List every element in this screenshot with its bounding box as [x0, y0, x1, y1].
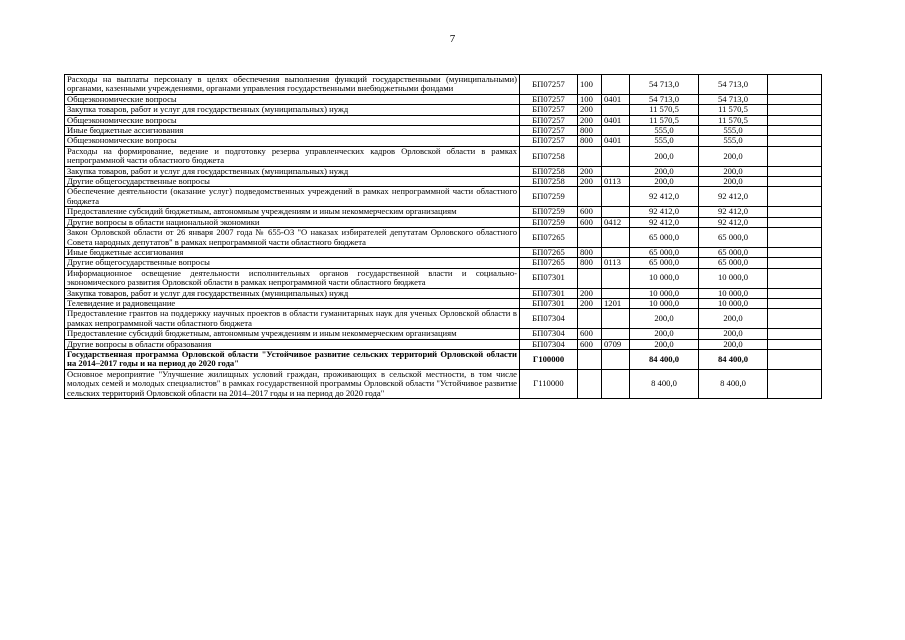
table-row — [65, 166, 822, 176]
row-description: Расходы на выплаты персоналу в целях обеспечения выполнения функций государственными (муниципальными) органами, казенными учреждениями, органами управления государственными внебюджетными фондами — [65, 75, 520, 95]
row-description: Предоставление грантов на поддержку научных проектов в области гуманитарных наук для ученых Орловской области в рамках непрограммной части областного бюджета — [65, 309, 520, 329]
row-section-code: 0113 — [602, 177, 630, 187]
row-description: Другие общегосударственные вопросы — [65, 177, 520, 187]
row-amount-first: 54 713,0 — [630, 75, 699, 95]
row-section-code — [602, 288, 630, 298]
row-amount-first: 8 400,0 — [630, 369, 699, 398]
row-empty-cell — [768, 187, 822, 207]
row-empty-cell — [768, 166, 822, 176]
row-section-code — [602, 126, 630, 136]
row-amount-second: 10 000,0 — [699, 288, 768, 298]
row-amount-first: 10 000,0 — [630, 268, 699, 288]
row-empty-cell — [768, 217, 822, 227]
row-amount-second: 8 400,0 — [699, 369, 768, 398]
row-section-code — [602, 187, 630, 207]
row-expense-type: 800 — [578, 247, 602, 257]
row-description: Другие вопросы в области национальной экономики — [65, 217, 520, 227]
row-expense-type: 200 — [578, 298, 602, 308]
row-empty-cell — [768, 75, 822, 95]
row-amount-first: 10 000,0 — [630, 288, 699, 298]
row-amount-first: 92 412,0 — [630, 187, 699, 207]
table-row — [65, 187, 822, 207]
table-row — [65, 288, 822, 298]
row-expense-type: 800 — [578, 136, 602, 146]
row-amount-first: 200,0 — [630, 309, 699, 329]
row-section-code — [602, 105, 630, 115]
row-amount-second: 10 000,0 — [699, 298, 768, 308]
row-section-code — [602, 228, 630, 248]
row-section-code: 0113 — [602, 258, 630, 268]
row-description: Другие вопросы в области образования — [65, 339, 520, 349]
row-expense-type: 200 — [578, 115, 602, 125]
row-section-code: 0401 — [602, 94, 630, 104]
row-description: Иные бюджетные ассигнования — [65, 126, 520, 136]
row-description: Закупка товаров, работ и услуг для государственных (муниципальных) нужд — [65, 105, 520, 115]
row-description: Телевидение и радиовещание — [65, 298, 520, 308]
row-description: Общеэкономические вопросы — [65, 94, 520, 104]
row-section-code: 0412 — [602, 217, 630, 227]
row-section-code — [602, 329, 630, 339]
row-amount-second: 84 400,0 — [699, 349, 768, 369]
row-amount-first: 10 000,0 — [630, 298, 699, 308]
budget-table-body — [65, 75, 822, 399]
row-target-code: БП07258 — [520, 146, 578, 166]
row-description: Другие общегосударственные вопросы — [65, 258, 520, 268]
row-target-code: БП07265 — [520, 228, 578, 248]
row-amount-first: 65 000,0 — [630, 228, 699, 248]
table-row — [65, 349, 822, 369]
row-expense-type — [578, 309, 602, 329]
row-section-code: 0401 — [602, 115, 630, 125]
table-row — [65, 177, 822, 187]
row-description: Иные бюджетные ассигнования — [65, 247, 520, 257]
row-amount-second: 200,0 — [699, 329, 768, 339]
row-amount-first: 65 000,0 — [630, 247, 699, 257]
row-target-code: БП07259 — [520, 207, 578, 217]
row-target-code: БП07259 — [520, 217, 578, 227]
table-row — [65, 115, 822, 125]
row-description: Основное мероприятие "Улучшение жилищных условий граждан, проживающих в сельской местности, в том числе молодых семей и молодых специалистов" в рамках государственной программы Орловской области "Устойчивое развитие сельских территорий Орловской области на 2014–2017 годы и на период до 2020 года" — [65, 369, 520, 398]
row-amount-first: 200,0 — [630, 329, 699, 339]
budget-table — [64, 74, 822, 399]
row-target-code: БП07257 — [520, 105, 578, 115]
table-row — [65, 146, 822, 166]
row-amount-second: 65 000,0 — [699, 247, 768, 257]
row-section-code: 1201 — [602, 298, 630, 308]
table-row — [65, 309, 822, 329]
row-empty-cell — [768, 146, 822, 166]
row-amount-second: 92 412,0 — [699, 187, 768, 207]
row-description: Общеэкономические вопросы — [65, 136, 520, 146]
row-description: Закон Орловской области от 26 января 2007 года № 655-ОЗ "О наказах избирателей депутатам Орловского областного Совета народных депутатов" в рамках непрограммной части областного бюджета — [65, 228, 520, 248]
row-target-code: БП07301 — [520, 288, 578, 298]
row-empty-cell — [768, 268, 822, 288]
table-row — [65, 126, 822, 136]
row-amount-second: 92 412,0 — [699, 217, 768, 227]
table-row — [65, 136, 822, 146]
row-amount-second: 65 000,0 — [699, 258, 768, 268]
row-expense-type — [578, 369, 602, 398]
row-description: Закупка товаров, работ и услуг для государственных (муниципальных) нужд — [65, 166, 520, 176]
row-target-code: БП07257 — [520, 136, 578, 146]
table-row — [65, 329, 822, 339]
row-expense-type — [578, 349, 602, 369]
table-row — [65, 207, 822, 217]
row-description: Закупка товаров, работ и услуг для государственных (муниципальных) нужд — [65, 288, 520, 298]
row-amount-first: 54 713,0 — [630, 94, 699, 104]
row-expense-type — [578, 228, 602, 248]
row-expense-type: 200 — [578, 288, 602, 298]
row-amount-first: 555,0 — [630, 126, 699, 136]
row-empty-cell — [768, 329, 822, 339]
row-expense-type — [578, 268, 602, 288]
row-empty-cell — [768, 298, 822, 308]
row-empty-cell — [768, 207, 822, 217]
row-target-code: БП07257 — [520, 115, 578, 125]
row-expense-type: 200 — [578, 177, 602, 187]
row-expense-type: 600 — [578, 217, 602, 227]
row-amount-first: 84 400,0 — [630, 349, 699, 369]
table-row — [65, 258, 822, 268]
table-row — [65, 75, 822, 95]
row-amount-first: 11 570,5 — [630, 115, 699, 125]
row-empty-cell — [768, 288, 822, 298]
row-amount-second: 200,0 — [699, 146, 768, 166]
row-expense-type — [578, 187, 602, 207]
row-empty-cell — [768, 136, 822, 146]
row-target-code: БП07301 — [520, 298, 578, 308]
row-amount-second: 11 570,5 — [699, 105, 768, 115]
row-target-code: БП07304 — [520, 329, 578, 339]
table-row — [65, 247, 822, 257]
row-amount-second: 555,0 — [699, 136, 768, 146]
row-amount-second: 200,0 — [699, 177, 768, 187]
row-expense-type: 800 — [578, 258, 602, 268]
row-section-code — [602, 349, 630, 369]
row-amount-first: 200,0 — [630, 146, 699, 166]
row-description: Предоставление субсидий бюджетным, автономным учреждениям и иным некоммерческим организациям — [65, 207, 520, 217]
row-section-code: 0401 — [602, 136, 630, 146]
row-expense-type: 100 — [578, 75, 602, 95]
row-empty-cell — [768, 339, 822, 349]
row-description: Информационное освещение деятельности исполнительных органов государственной власти и социально-экономического развития Орловской области в рамках непрограммной части областного бюджета — [65, 268, 520, 288]
row-empty-cell — [768, 349, 822, 369]
row-amount-first: 92 412,0 — [630, 217, 699, 227]
row-target-code: БП07265 — [520, 247, 578, 257]
row-expense-type: 600 — [578, 339, 602, 349]
row-empty-cell — [768, 309, 822, 329]
row-target-code: Г100000 — [520, 349, 578, 369]
table-row — [65, 369, 822, 398]
table-row — [65, 298, 822, 308]
row-target-code: БП07257 — [520, 126, 578, 136]
row-section-code — [602, 369, 630, 398]
row-description: Общеэкономические вопросы — [65, 115, 520, 125]
row-target-code: БП07258 — [520, 166, 578, 176]
row-section-code — [602, 207, 630, 217]
table-row — [65, 217, 822, 227]
row-description: Обеспечение деятельности (оказание услуг) подведомственных учреждений в рамках непрограммной части областного бюджета — [65, 187, 520, 207]
row-empty-cell — [768, 177, 822, 187]
row-section-code — [602, 309, 630, 329]
row-expense-type: 600 — [578, 329, 602, 339]
row-expense-type: 800 — [578, 126, 602, 136]
row-empty-cell — [768, 228, 822, 248]
row-expense-type — [578, 146, 602, 166]
row-target-code: БП07304 — [520, 309, 578, 329]
row-amount-second: 555,0 — [699, 126, 768, 136]
row-expense-type: 200 — [578, 166, 602, 176]
row-empty-cell — [768, 258, 822, 268]
row-target-code: БП07304 — [520, 339, 578, 349]
row-empty-cell — [768, 247, 822, 257]
table-row — [65, 268, 822, 288]
table-row — [65, 228, 822, 248]
row-target-code: БП07258 — [520, 177, 578, 187]
row-amount-first: 92 412,0 — [630, 207, 699, 217]
row-target-code: БП07259 — [520, 187, 578, 207]
page-number: 7 — [449, 33, 456, 45]
table-row — [65, 105, 822, 115]
row-section-code — [602, 247, 630, 257]
row-target-code: БП07257 — [520, 75, 578, 95]
row-amount-second: 200,0 — [699, 166, 768, 176]
row-expense-type: 100 — [578, 94, 602, 104]
row-amount-second: 11 570,5 — [699, 115, 768, 125]
row-section-code — [602, 166, 630, 176]
row-section-code: 0709 — [602, 339, 630, 349]
row-amount-first: 555,0 — [630, 136, 699, 146]
row-amount-first: 11 570,5 — [630, 105, 699, 115]
row-description: Расходы на формирование, ведение и подготовку резерва управленческих кадров Орловской области в рамках непрограммной части областного бюджета — [65, 146, 520, 166]
row-expense-type: 200 — [578, 105, 602, 115]
row-target-code: БП07257 — [520, 94, 578, 104]
row-amount-first: 200,0 — [630, 177, 699, 187]
row-section-code — [602, 75, 630, 95]
row-amount-first: 200,0 — [630, 166, 699, 176]
row-amount-second: 10 000,0 — [699, 268, 768, 288]
row-amount-second: 200,0 — [699, 339, 768, 349]
row-empty-cell — [768, 105, 822, 115]
row-amount-second: 54 713,0 — [699, 75, 768, 95]
row-target-code: Г110000 — [520, 369, 578, 398]
table-row — [65, 339, 822, 349]
row-amount-second: 54 713,0 — [699, 94, 768, 104]
row-target-code: БП07301 — [520, 268, 578, 288]
row-target-code: БП07265 — [520, 258, 578, 268]
table-row — [65, 94, 822, 104]
row-empty-cell — [768, 94, 822, 104]
row-section-code — [602, 146, 630, 166]
row-empty-cell — [768, 369, 822, 398]
row-amount-second: 65 000,0 — [699, 228, 768, 248]
row-empty-cell — [768, 126, 822, 136]
row-amount-first: 200,0 — [630, 339, 699, 349]
row-amount-second: 92 412,0 — [699, 207, 768, 217]
row-expense-type: 600 — [578, 207, 602, 217]
row-description: Государственная программа Орловской области "Устойчивое развитие сельских территорий Орловской области на 2014–2017 годы и на период до 2020 года" — [65, 349, 520, 369]
row-amount-first: 65 000,0 — [630, 258, 699, 268]
row-empty-cell — [768, 115, 822, 125]
row-section-code — [602, 268, 630, 288]
row-amount-second: 200,0 — [699, 309, 768, 329]
row-description: Предоставление субсидий бюджетным, автономным учреждениям и иным некоммерческим организациям — [65, 329, 520, 339]
